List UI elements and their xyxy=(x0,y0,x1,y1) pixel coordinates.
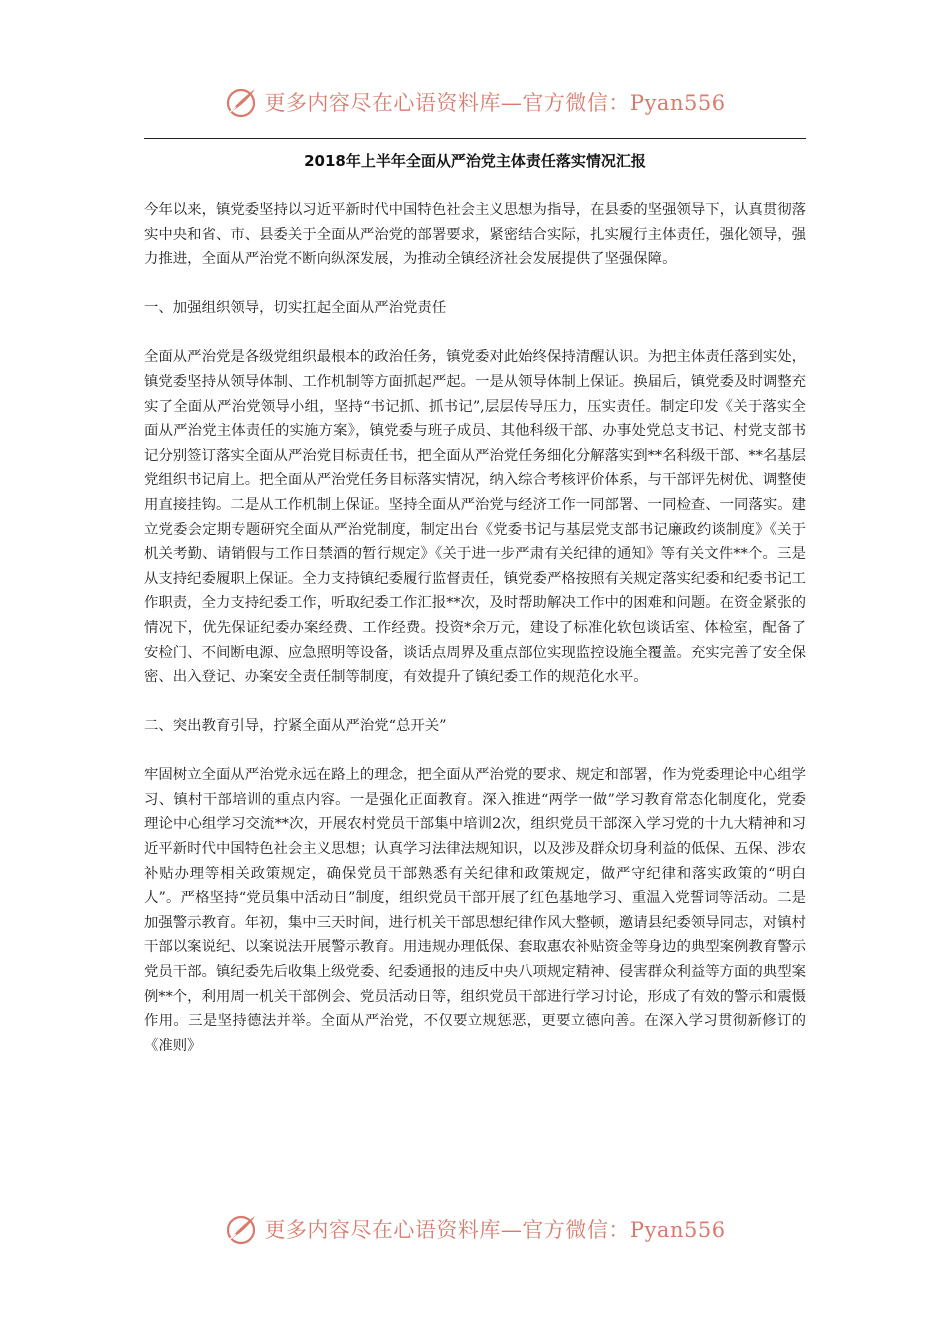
watermark-text: 更多内容尽在心语资料库—官方微信：Pyan556 xyxy=(264,91,726,115)
document-title: 2018年上半年全面从严治党主体责任落实情况汇报 xyxy=(304,152,646,170)
intro-paragraph: 今年以来，镇党委坚持以习近平新时代中国特色社会主义思想为指导，在县委的坚强领导下，认真贯彻落实中央和省、市、县委关于全面从严治党的部署要求，紧密结合实际，扎实履行主体责任，强化领导，强力推进，全面从严治党不断向纵深发展，为推动全镇经济社会发展提供了坚强保障。 xyxy=(144,202,806,268)
section-body-1: 全面从严治党是各级党组织最根本的政治任务，镇党委对此始终保持清醒认识。为把主体责任落到实处，镇党委坚持从领导体制、工作机制等方面抓起严起。一是从领导体制上保证。换届后，镇党委及时调整充实了全面从严治党领导小组，坚持“书记抓、抓书记”,层层传导压力，压实责任。制定印发《关于落实全面从严治党主体责任的实施方案》，镇党委与班子成员、其他科级干部、办事处党总支书记、村党支部书记分别签订落实全面从严治党目标责任书，把全面从严治党任务细化分解落实到**名科级干部、**名基层党组织书记肩上。把全面从严治党任务目标落实情况，纳入综合考核评价体系，与干部评先树优、调整使用直接挂钩。二是从工作机制上保证。坚持全面从严治党与经济工作一同部署、一同检查、一同落实。建立党委会定期专题研究全面从严治党制度，制定出台《党委书记与基层党支部书记廉政约谈制度》《关于机关考勤、请销假与工作日禁酒的暂行规定》《关于进一步严肃有关纪律的通知》等有关文件**个。三是从支持纪委履职上保证。全力支持镇纪委履行监督责任，镇党委严格按照有关规定落实纪委和纪委书记工作职责，全力支持纪委工作，听取纪委工作汇报**次，及时帮助解决工作中的困难和问题。在资金紧张的情况下，优先保证纪委办案经费、工作经费。投资*余万元，建设了标准化软包谈话室、体检室，配备了安检门、不间断电源、应急照明等设备，谈话点周界及重点部位实现监控设施全覆盖。充实完善了安全保密、出入登记、办案安全责任制等制度，有效提升了镇纪委工作的规范化水平。 xyxy=(144,349,806,686)
quill-logo-icon xyxy=(224,85,258,119)
watermark-header xyxy=(0,80,950,124)
document-body xyxy=(144,198,806,1058)
section-body-2: 牢固树立全面从严治党永远在路上的理念，把全面从严治党的要求、规定和部署，作为党委理论中心组学习、镇村干部培训的重点内容。一是强化正面教育。深入推进“两学一做”学习教育常态化制度化，党委理论中心组学习交流**次，开展农村党员干部集中培训2次，组织党员干部深入学习党的十九大精神和习近平新时代中国特色社会主义思想；认真学习法律法规知识，以及涉及群众切身利益的低保、五保、涉农补贴办理等相关政策规定，确保党员干部熟悉有关纪律和政策规定，做严守纪律和落实政策的“明白人”。严格坚持“党员集中活动日”制度，组织党员干部开展了红色基地学习、重温入党誓词等活动。二是加强警示教育。年初，集中三天时间，进行机关干部思想纪律作风大整顿，邀请县纪委领导同志，对镇村干部以案说纪、以案说法开展警示教育。用违规办理低保、套取惠农补贴资金等身边的典型案例教育警示党员干部。镇纪委先后收集上级党委、纪委通报的违反中央八项规定精神、侵害群众利益等方面的典型案例**个，利用周一机关干部例会、党员活动日等，组织党员干部进行学习讨论，形成了有效的警示和震慑作用。三是坚持德法并举。全面从严治党，不仅要立规惩恶，更要立德向善。在深入学习贯彻新修订的《准则》 xyxy=(144,767,806,1054)
section-heading-2: 二、突出教育引导，拧紧全面从严治党“总开关” xyxy=(144,718,447,735)
header-divider xyxy=(144,138,806,139)
watermark-footer xyxy=(0,1207,950,1251)
section-heading-1: 一、加强组织领导，切实扛起全面从严治党责任 xyxy=(144,300,447,317)
quill-logo-icon xyxy=(224,1212,258,1246)
watermark-text: 更多内容尽在心语资料库—官方微信：Pyan556 xyxy=(264,1218,726,1242)
